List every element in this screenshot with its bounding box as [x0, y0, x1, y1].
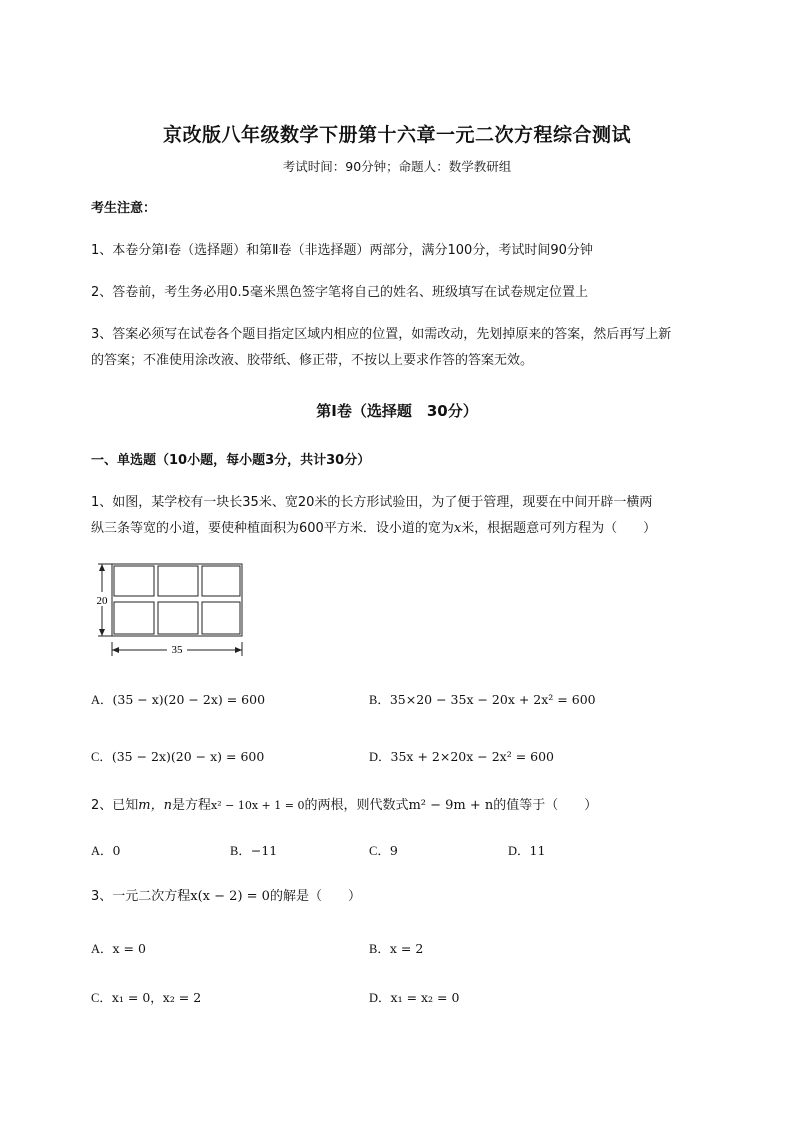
q2-option-a[interactable] — [91, 841, 120, 859]
question-1-line-1: 1、如图，某学校有一块长35米、宽20米的长方形试验田，为了便于管理，现要在中间开辟一横两 — [91, 495, 653, 510]
question-1-text-a: 纵三条等宽的小道，要使种植面积为600平方米．设小道的宽为 — [91, 521, 454, 536]
option-text: x₁ = 0，x₂ = 2 — [111, 990, 202, 1005]
q1-option-d[interactable] — [369, 747, 554, 765]
option-label: A． — [91, 844, 113, 858]
question-2-expr: m² − 9m + n — [408, 798, 494, 813]
option-label: C． — [91, 750, 112, 764]
q1-option-a[interactable] — [91, 690, 265, 708]
option-text: 9 — [389, 843, 398, 858]
option-text: x = 0 — [112, 941, 146, 956]
option-text: x = 2 — [389, 941, 424, 956]
q3-option-c[interactable] — [91, 988, 201, 1006]
page-title: 京改版八年级数学下册第十六章一元二次方程综合测试 — [162, 124, 631, 146]
height-label: 20 — [96, 595, 108, 607]
question-2-vars: m，n — [138, 798, 172, 813]
option-text: x₁ = x₂ = 0 — [390, 990, 460, 1005]
q1-option-b[interactable] — [369, 690, 596, 708]
field-plot — [114, 566, 154, 596]
notice-item-3-cont: 的答案；不准使用涂改液、胶带纸、修正带，不按以上要求作答的答案无效。 — [91, 353, 534, 368]
question-2-prefix: 2、已知 — [91, 798, 139, 813]
field-plot — [202, 566, 240, 596]
option-label: D． — [508, 844, 530, 858]
option-label: D． — [369, 991, 391, 1005]
q3-option-b[interactable] — [369, 939, 423, 957]
option-text: 35×20 − 35x − 20x + 2x² = 600 — [389, 692, 596, 707]
option-text: 35x + 2×20x − 2x² = 600 — [390, 749, 555, 764]
option-label: B． — [369, 693, 390, 707]
question-3-equation: x(x − 2) = 0 — [190, 889, 270, 904]
q1-option-c[interactable] — [91, 747, 264, 765]
option-label: A． — [91, 942, 113, 956]
width-label: 35 — [171, 644, 183, 656]
arrow-icon — [99, 629, 105, 636]
arrow-icon — [112, 647, 119, 653]
question-2-mid2: 的两根，则代数式 — [304, 798, 409, 813]
q3-option-a[interactable] — [91, 939, 146, 957]
question-1-text-b: 米，根据题意可列方程为（ ） — [461, 521, 657, 536]
field-plot — [202, 602, 240, 634]
option-label: C． — [369, 844, 390, 858]
option-label: C． — [91, 991, 112, 1005]
arrow-icon — [99, 564, 105, 571]
option-label: B． — [369, 942, 390, 956]
arrow-icon — [235, 647, 242, 653]
field-plot — [114, 602, 154, 634]
option-label: B． — [230, 844, 251, 858]
notice-item-2: 2、答卷前，考生务必用0.5毫米黑色签字笔将自己的姓名、班级填写在试卷规定位置上 — [91, 285, 588, 300]
question-3-prefix: 3、一元二次方程 — [91, 889, 191, 904]
field-plot — [158, 566, 198, 596]
field-diagram — [92, 560, 248, 662]
option-text: (35 − x)(20 − 2x) = 600 — [112, 692, 266, 707]
field-outer — [112, 564, 242, 636]
part-heading: 一、单选题（10小题，每小题3分，共计30分） — [91, 453, 371, 468]
notice-item-1: 1、本卷分第Ⅰ卷（选择题）和第Ⅱ卷（非选择题）两部分，满分100分，考试时间90分钟 — [91, 243, 593, 258]
q2-option-b[interactable] — [230, 841, 277, 859]
q2-option-d[interactable] — [508, 841, 545, 859]
option-text: 0 — [112, 843, 121, 858]
notice-item-3: 3、答案必须写在试卷各个题目指定区域内相应的位置，如需改动，先划掉原来的答案，然后再写上新 — [91, 327, 672, 342]
question-3 — [91, 884, 361, 910]
q2-option-c[interactable] — [369, 841, 398, 859]
option-label: D． — [369, 750, 391, 764]
notice-heading: 考生注意： — [91, 201, 157, 216]
question-2-middle: 是方程 — [171, 798, 211, 813]
option-label: A． — [91, 693, 113, 707]
question-2-equation: x² − 10x + 1 = 0 — [211, 799, 305, 812]
question-3-suffix: 的解是（ ） — [269, 889, 361, 904]
exam-info: 考试时间：90分钟；命题人：数学教研组 — [282, 159, 512, 174]
question-1-line-2 — [91, 516, 656, 542]
option-text: (35 − 2x)(20 − x) = 600 — [111, 749, 265, 764]
q3-option-d[interactable] — [369, 988, 459, 1006]
option-text: 11 — [529, 843, 546, 858]
section-title: 第Ⅰ卷（选择题 30分） — [316, 402, 478, 420]
question-1-var: x — [453, 521, 462, 536]
question-2 — [91, 793, 597, 819]
question-2-suffix: 的值等于（ ） — [493, 798, 598, 813]
option-text: −11 — [250, 843, 278, 858]
field-plot — [158, 602, 198, 634]
